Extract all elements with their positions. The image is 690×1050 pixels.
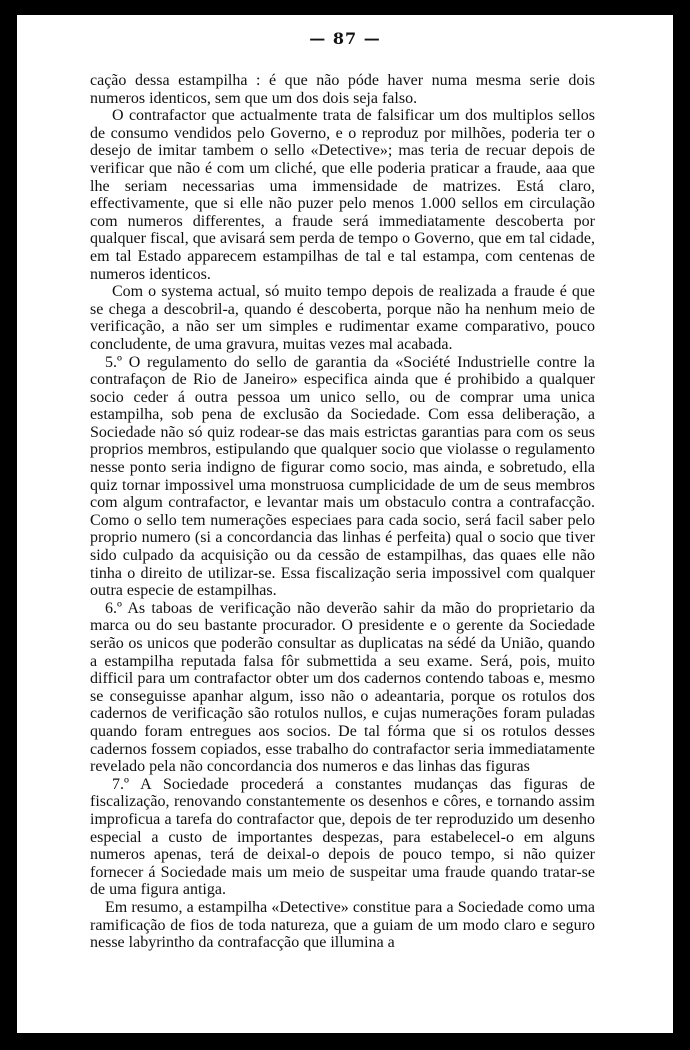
paragraph-item-6: 6.º As taboas de verificação não deverão sahir da mão do proprietario da marca ou do seu bastante procurador. O presidente e o gerente da Sociedade serão os unicos que poderão consultar as duplicatas na sédé da União, quando a estampilha reputada falsa fôr submettida a seu exame. Será, pois, muito difficil para um contrafactor obter um dos cadernos contendo taboas e, mesmo se conseguisse apanhar algum, isso não o adeantaria, porque os rotulos dos cadernos de verificação são rotulos nullos, e cujas numerações foram puladas quando foram entregues aos socios. De tal fórma que si os rotulos desses cadernos fossem copiados, esse trabalho do contrafactor seria immediatamente revelado pela não concordancia dos numeros e das linhas das figuras <box>90 599 595 776</box>
paragraph-item-7: 7.º A Sociedade procederá a constantes mudanças das figuras de fiscalização, renovando constantemente os desenhos e côres, e tornando assim improficua a tarefa do contrafactor que, depois de ter reproduzido um desenho especial a custo de importantes despezas, para estabelecel-o em alguns numeros apenas, terá de deixal-o depois de pouco tempo, si não quizer fornecer á Sociedade mais um meio de suspeitar uma fraude quando tratar-se de uma figura antiga. <box>90 775 595 899</box>
page-number: — 87 — <box>309 29 381 48</box>
page-text-body <box>90 72 595 952</box>
paragraph-systema-actual: Com o systema actual, só muito tempo depois de realizada a fraude é que se chega a descobril-a, quando é descoberta, porque não ha nenhum meio de verificação, a não ser um simples e rudimentar exame comparativo, pouco concludente, de uma gravura, muitas vezes mal acabada. <box>90 283 595 353</box>
paragraph-contrafactor: O contrafactor que actualmente trata de falsificar um dos multiplos sellos de consumo vendidos pelo Governo, e o reproduz por milhões, poderia ter o desejo de imitar tambem o sello «Detective»; mas teria de recuar depois de verificar que não é com um cliché, que elle poderia praticar a fraude, aaa que lhe seriam necessarias uma immensidade de matrizes. Está claro, effectivamente, que si elle não puzer pelo menos 1.000 sellos em circulação com numeros differentes, a fraude será immediatamente descoberta por qualquer fiscal, que avisará sem perda de tempo o Governo, que em tal cidade, em tal Estado apparecem estampilhas de tal e tal estampa, com centenas de numeros identicos. <box>90 107 595 283</box>
book-page <box>17 15 673 1033</box>
paragraph-resumo: Em resumo, a estampilha «Detective» constitue para a Sociedade como uma ramificação de fios de toda natureza, que a guiam de um modo claro e seguro nesse labyrintho da contrafacção que illumina a <box>90 898 595 952</box>
paragraph-item-5: 5.º O regulamento do sello de garantia da «Société Industrielle contre la contrafaçon de Rio de Janeiro» especifica ainda que é prohibido a qualquer socio ceder á outra pessoa um unico sello, ou de comprar uma unica estampilha, sob pena de exclusão da Sociedade. Com essa deliberação, a Sociedade não só quiz rodear-se das mais estrictas garantias para com os seus proprios membros, estipulando que qualquer socio que violasse o regulamento nesse ponto seria indigno de figurar como socio, mas ainda, e sobretudo, ella quiz tornar impossivel uma monstruosa cumplicidade de um de seus membros com algum contrafactor, e levantar mais um obstaculo contra a contrafacção. Como o sello tem numerações especiaes para cada socio, será facil saber pelo proprio numero (si a concordancia das linhas é perfeita) qual o socio que tiver sido culpado da acquisição ou da cessão de estampilhas, das quaes elle não tinha o direito de utilizar-se. Essa fiscalização seria impossivel com qualquer outra especie de estampilhas. <box>90 353 595 600</box>
paragraph-continuation: cação dessa estampilha : é que não póde haver numa mesma serie dois numeros identicos, sem que um dos dois seja falso. <box>90 72 595 107</box>
